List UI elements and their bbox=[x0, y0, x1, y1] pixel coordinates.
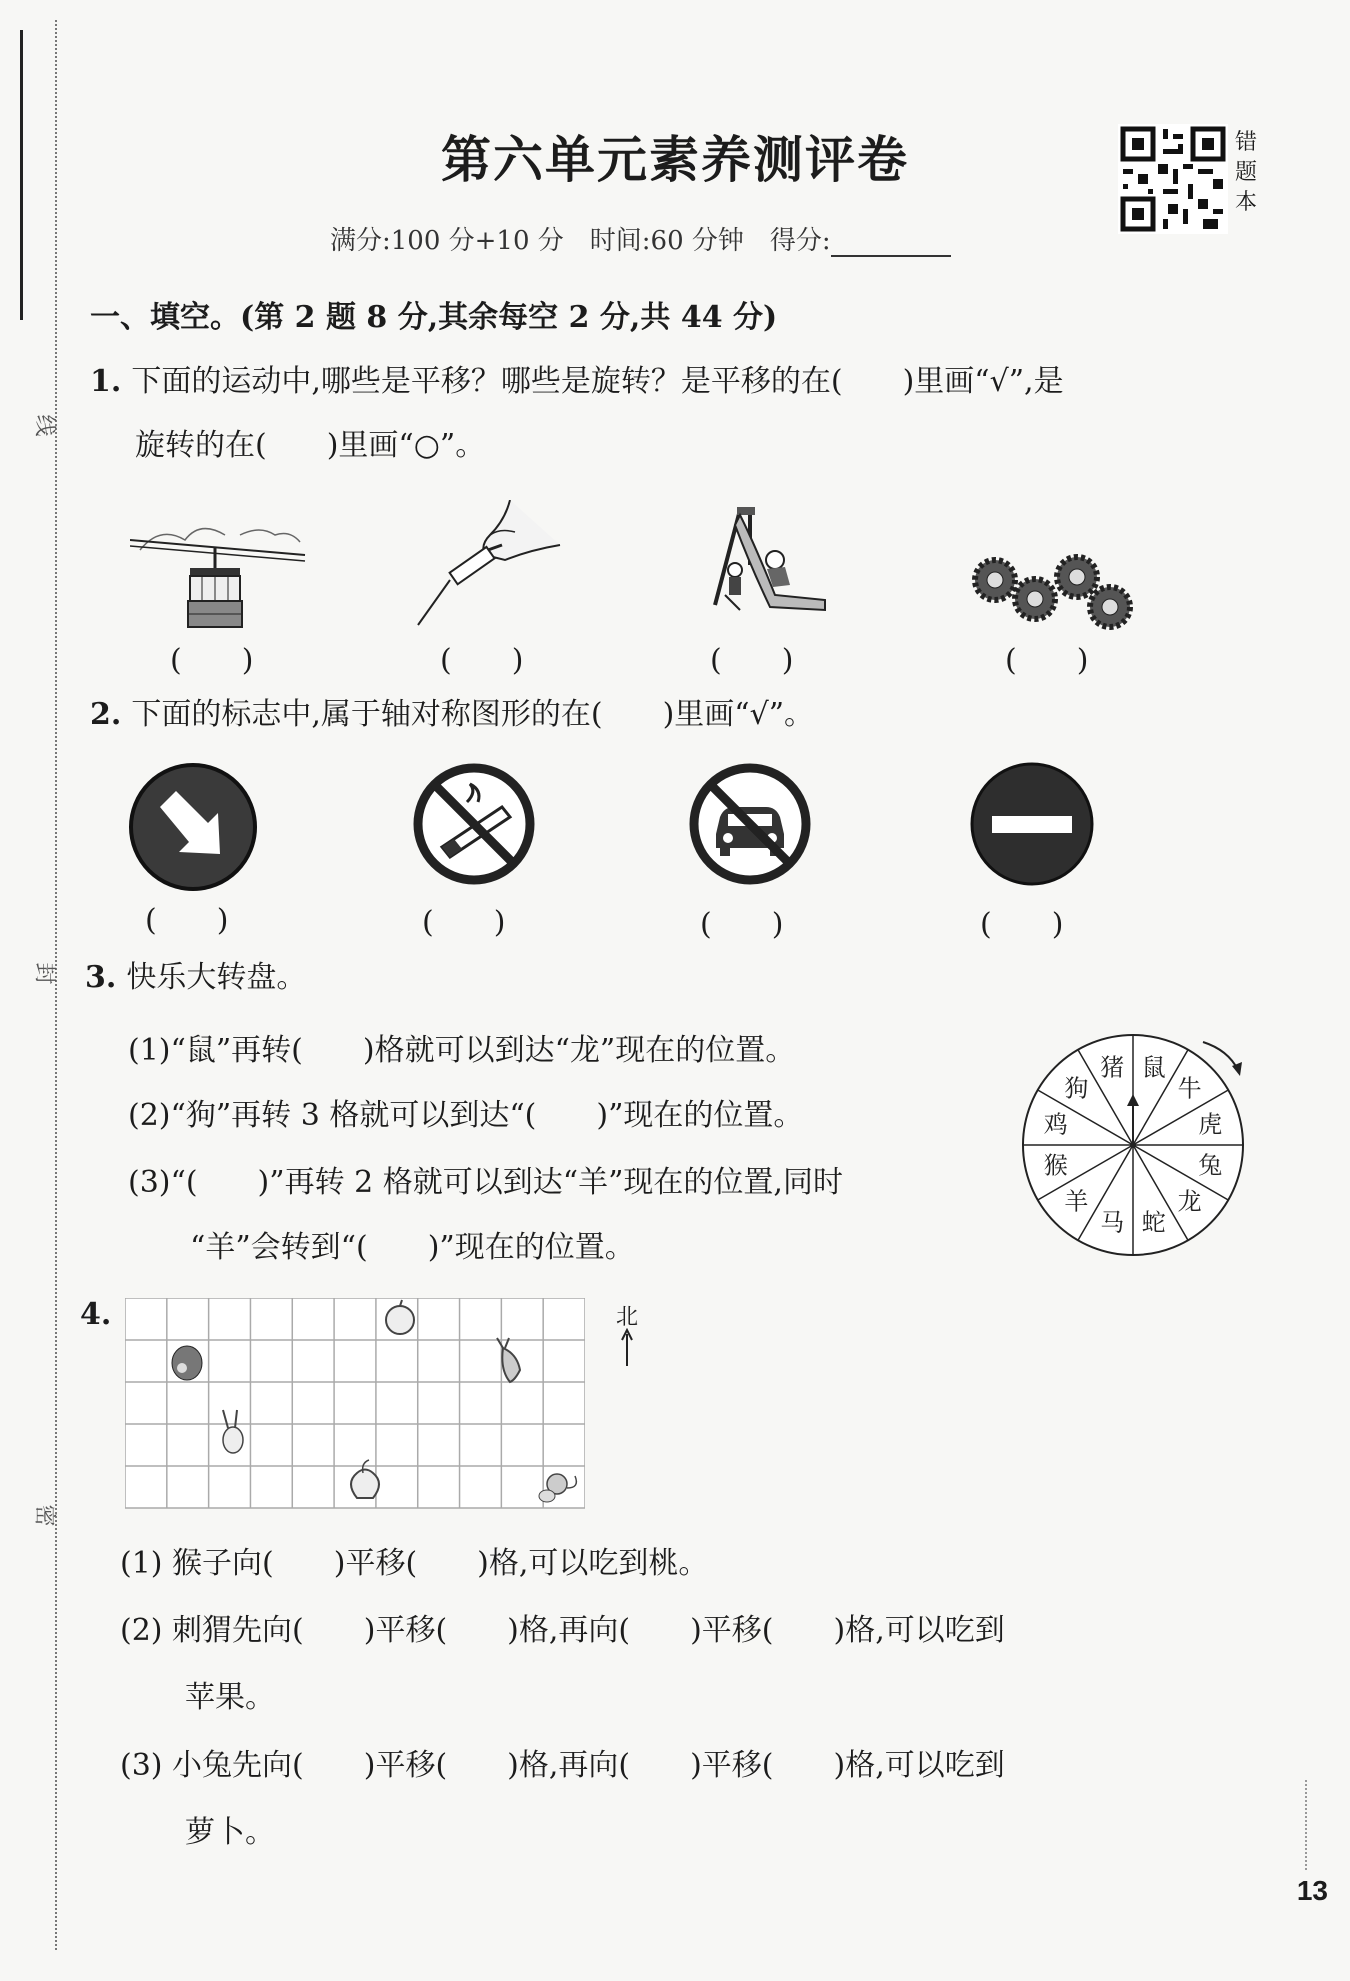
question-number: 3. bbox=[85, 960, 117, 995]
translation-grid bbox=[125, 1298, 585, 1510]
question-3-sub-3-cont: “羊”会转到“( )”现在的位置。 bbox=[190, 1230, 635, 1265]
question-3-sub-3: (3)“( )”再转 2 格就可以到达“羊”现在的位置,同时 bbox=[128, 1165, 843, 1200]
binding-char-line: 线 bbox=[31, 414, 57, 437]
question-4-sub-2-cont: 苹果。 bbox=[185, 1680, 275, 1715]
question-2 bbox=[90, 695, 814, 735]
question-3-sub-2: (2)“狗”再转 3 格就可以到达“( )”现在的位置。 bbox=[128, 1098, 804, 1133]
question-4-sub-2: (2) 刺猬先向( )平移( )格,再向( )平移( )格,可以吃到 bbox=[120, 1613, 1005, 1648]
binding-char-secret: 密 bbox=[31, 1504, 57, 1527]
page-number: 13 bbox=[1296, 1875, 1328, 1906]
answer-paren-4[interactable]: ( ) bbox=[1005, 643, 1089, 678]
north-label: 北 bbox=[615, 1305, 638, 1330]
wheel-label: 羊 bbox=[1064, 1187, 1089, 1216]
wheel-label: 兔 bbox=[1198, 1151, 1223, 1180]
answer-paren-3[interactable]: ( ) bbox=[710, 643, 794, 678]
slide-icon bbox=[695, 505, 830, 630]
page-title: 第六单元素养测评卷 bbox=[441, 130, 909, 189]
zodiac-wheel bbox=[1018, 1020, 1258, 1260]
answer-paren-5[interactable]: ( ) bbox=[145, 903, 229, 938]
page-edge-line bbox=[1305, 1780, 1307, 1870]
question-number: 4. bbox=[80, 1297, 112, 1332]
question-text: 快乐大转盘。 bbox=[126, 960, 307, 995]
binding-char-seal: 封 bbox=[31, 962, 57, 985]
answer-paren-8[interactable]: ( ) bbox=[980, 907, 1064, 942]
answer-paren-1[interactable]: ( ) bbox=[170, 643, 254, 678]
question-1-line2: 旋转的在( )里画“○”。 bbox=[135, 428, 486, 463]
question-3-sub-1: (1)“鼠”再转( )格就可以到达“龙”现在的位置。 bbox=[128, 1033, 796, 1068]
answer-paren-7[interactable]: ( ) bbox=[700, 907, 784, 942]
question-3 bbox=[85, 958, 306, 998]
score-blank bbox=[831, 231, 951, 257]
question-4-sub-3-cont: 萝卜。 bbox=[185, 1815, 275, 1850]
wheel-label: 鸡 bbox=[1043, 1110, 1068, 1139]
binding-edge bbox=[20, 30, 23, 320]
syringe-icon bbox=[410, 500, 570, 635]
wheel-label: 牛 bbox=[1177, 1074, 1202, 1103]
question-text: 下面的标志中,属于轴对称图形的在( )里画“√”。 bbox=[131, 697, 815, 732]
cable-car-icon bbox=[130, 510, 310, 635]
question-1 bbox=[90, 362, 1270, 402]
wheel-label: 虎 bbox=[1198, 1110, 1223, 1139]
hedgehog-icon bbox=[172, 1346, 202, 1380]
wheel-label: 马 bbox=[1100, 1208, 1125, 1237]
score-info-text: 满分:100 分+10 分 时间:60 分钟 得分: bbox=[330, 226, 831, 256]
gears-icon bbox=[965, 552, 1140, 632]
section-title: 一、填空。(第 2 题 8 分,其余每空 2 分,共 44 分) bbox=[90, 300, 778, 335]
wheel-label: 龙 bbox=[1177, 1187, 1202, 1216]
question-text: 下面的运动中,哪些是平移？哪些是旋转？是平移的在( )里画“√”,是 bbox=[131, 364, 1064, 399]
question-4-sub-3: (3) 小兔先向( )平移( )格,再向( )平移( )格,可以吃到 bbox=[120, 1748, 1005, 1783]
wheel-label: 猴 bbox=[1043, 1151, 1068, 1180]
answer-paren-2[interactable]: ( ) bbox=[440, 643, 524, 678]
wheel-label: 鼠 bbox=[1141, 1053, 1166, 1082]
binding-dotted-line bbox=[55, 20, 57, 1950]
no-entry-sign-icon bbox=[970, 762, 1095, 887]
wheel-label: 猪 bbox=[1100, 1053, 1125, 1082]
wheel-label: 蛇 bbox=[1141, 1208, 1166, 1237]
turn-arrow-sign-icon bbox=[128, 762, 258, 892]
score-info bbox=[330, 220, 951, 257]
no-smoking-sign-icon bbox=[412, 762, 537, 887]
question-number: 1. bbox=[90, 364, 122, 399]
qr-code-icon[interactable] bbox=[1118, 124, 1228, 234]
answer-paren-6[interactable]: ( ) bbox=[422, 905, 506, 940]
question-number: 2. bbox=[90, 697, 122, 732]
north-arrow-icon bbox=[618, 1328, 636, 1368]
no-cars-sign-icon bbox=[688, 762, 813, 887]
question-4 bbox=[80, 1295, 121, 1335]
wheel-label: 狗 bbox=[1064, 1074, 1089, 1103]
wrong-question-book-label: 错题本 bbox=[1235, 130, 1258, 215]
question-4-sub-1: (1) 猴子向( )平移( )格,可以吃到桃。 bbox=[120, 1546, 709, 1581]
